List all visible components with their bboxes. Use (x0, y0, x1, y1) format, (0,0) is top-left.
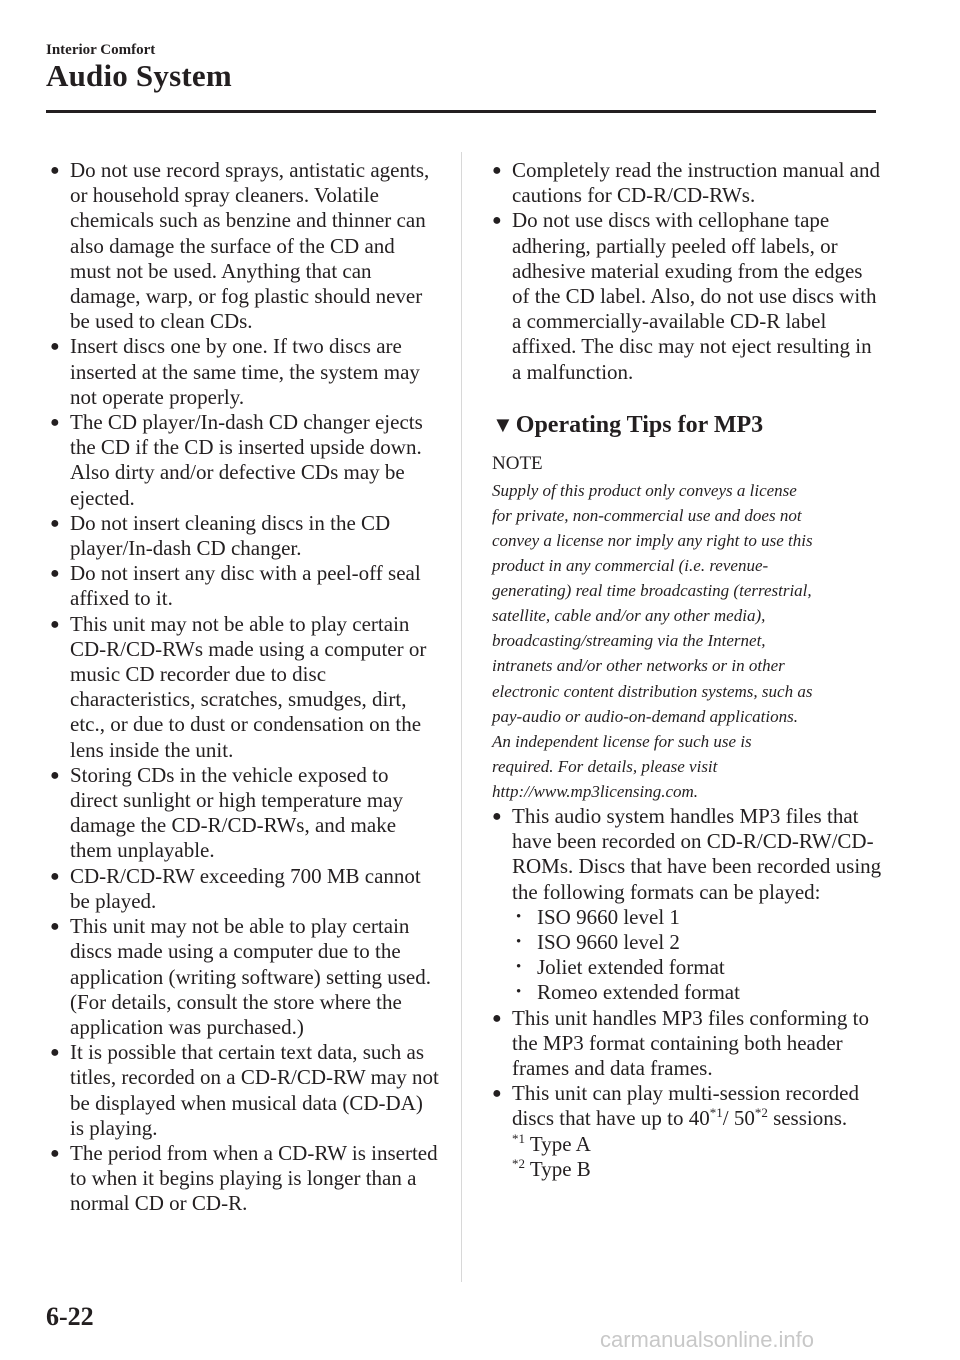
bullet-dot-icon: ● (492, 1009, 502, 1027)
footnote-ref: *1 (709, 1105, 723, 1121)
bullet-dot-icon: ● (50, 162, 60, 179)
bullet-dot-icon: ● (50, 414, 60, 432)
list-item: ● Do not insert cleaning discs in the CD player/In-dash CD changer. (50, 510, 391, 561)
footnote: $^{*1}$ Type A (512, 1130, 591, 1156)
note-line: electronic content distribution systems, such as (492, 681, 813, 701)
section-label: Interior Comfort (46, 42, 156, 58)
list-item: ● It is possible that certain text data, such as titles, recorded on a CD-R/CD-RW may not be displayed when musical data (CD-DA) is playing. (50, 1040, 439, 1140)
bullet-dot-icon: ● (50, 514, 60, 532)
bullet-dot-icon: ● (50, 1144, 60, 1162)
bullet-dot-icon: ● (50, 338, 60, 356)
bullet-dot-icon: • (516, 908, 522, 925)
list-item: ● Do not use record sprays, antistatic agents, or household spray cleaners. Volatile chemicals such as benzine and thinner can also damage the surface of the CD and must not be used. Anything that can damage, warp, or fog plastic should never be used to clean CDs. (50, 158, 430, 334)
left-bullet-list (50, 158, 440, 1217)
format-item: • ISO 9660 level 2 (516, 930, 680, 955)
page-number: 6-22 (46, 1302, 94, 1331)
left-column (50, 158, 440, 1217)
list-item: ● Storing CDs in the vehicle exposed to direct sunlight or high temperature may damage the CD-R/CD-RWs, and make them unplayable. (50, 762, 403, 863)
bullet-dot-icon: ● (50, 918, 60, 936)
bullet-dot-icon: ● (50, 766, 60, 784)
right-column (492, 158, 884, 1182)
bullet-dot-icon: ● (492, 162, 502, 179)
section-heading: ▼Operating Tips for MP3 (492, 411, 764, 438)
list-item: ● This unit may not be able to play certain CD-R/CD-RWs made using a computer or music CD recorder due to disc characteristics, scratches, smudges, dirt, etc., or due to dust or condensation on the lens inside the unit. (50, 611, 427, 762)
format-item: • Romeo extended format (516, 980, 740, 1005)
column-divider (461, 152, 462, 1282)
watermark: carmanualsonline.info (600, 1327, 815, 1352)
note-line: An independent license for such use is (492, 731, 752, 751)
format-list (512, 905, 884, 1006)
format-item: • Joliet extended format (516, 955, 725, 980)
bullet-dot-icon: ● (50, 867, 60, 885)
bullet-dot-icon: • (516, 984, 522, 1001)
note-line: pay-audio or audio-on-demand applications. (492, 706, 798, 726)
list-item: ● This unit can play multi-session recorded discs that have up to 40$^{*1}$/ 50$^{*2}$ sessions. $^{*1}$ Type A $^{*2}$ Type B (492, 1081, 884, 1182)
list-item: ● This unit handles MP3 files conforming to the MP3 format containing both header frames and data frames. (492, 1005, 869, 1081)
bullet-dot-icon: ● (50, 565, 60, 583)
note-line: for private, non-commercial use and does not (492, 505, 802, 525)
list-item: ● This unit may not be able to play certain discs made using a computer due to the application (writing software) setting used. (For details, consult the store where the application was purchased.) (50, 914, 431, 1039)
note-line: generating) real time broadcasting (terrestrial, (492, 581, 812, 601)
list-item: ● This audio system handles MP3 files that have been recorded on CD-R/CD-RW/CD-ROMs. Discs that have been recorded using the following formats can be played: • ISO 9660 level 1 • ISO 9660 level 2 • Joliet extended format • Romeo extended format (492, 804, 884, 1006)
list-item: ● Insert discs one by one. If two discs are inserted at the same time, the system may not operate properly. (50, 334, 420, 409)
note-body (492, 478, 884, 804)
bullet-dot-icon: ● (492, 808, 502, 826)
triangle-down-icon: ▼ (492, 411, 514, 437)
note-line: convey a license nor imply any right to use this (492, 531, 813, 551)
page-title: Audio System (46, 58, 232, 93)
bullet-dot-icon: • (516, 934, 522, 951)
bullet-dot-icon: ● (492, 1085, 502, 1103)
bullet-dot-icon: ● (50, 1044, 60, 1062)
list-item: ● CD-R/CD-RW exceeding 700 MB cannot be played. (50, 863, 421, 913)
header-rule (46, 110, 876, 113)
footnote: $^{*2}$ Type B (512, 1155, 591, 1181)
format-item: • ISO 9660 level 1 (516, 904, 680, 929)
mp3-bullet-list (492, 804, 884, 1182)
note-line: required. For details, please visit (492, 756, 718, 776)
note-line: Supply of this product only conveys a license (492, 480, 797, 500)
bullet-dot-icon: ● (50, 615, 60, 633)
bullet-dot-icon: • (516, 959, 522, 976)
note-link: http://www.mp3licensing.com. (492, 781, 699, 801)
note-line: intranets and/or other networks or in other (492, 656, 785, 676)
note-line: product in any commercial (i.e. revenue- (492, 556, 769, 576)
list-item: ● The period from when a CD-RW is inserted to when it begins playing is longer than a normal CD or CD-R. (50, 1140, 438, 1216)
list-item: ● Do not insert any disc with a peel-off seal affixed to it. (50, 561, 421, 611)
note-line: broadcasting/streaming via the Internet, (492, 631, 766, 651)
note-line: satellite, cable and/or any other media), (492, 606, 766, 626)
list-item: ● The CD player/In-dash CD changer ejects the CD if the CD is inserted upside down. Also dirty and/or defective CDs may be ejected. (50, 410, 423, 510)
right-top-bullet-list (492, 158, 884, 385)
bullet-dot-icon: ● (492, 212, 502, 230)
note-title: NOTE (492, 452, 543, 474)
footnote-ref: *2 (754, 1105, 768, 1121)
list-item: ● Do not use discs with cellophane tape adhering, partially peeled off labels, or adhesive material exuding from the edges of the CD label. Also, do not use discs with a commercially-available CD-R label affixed. The disc may not eject resulting in a malfunction. (492, 208, 877, 384)
list-item: ● Completely read the instruction manual and cautions for CD-R/CD-RWs. (492, 158, 880, 208)
